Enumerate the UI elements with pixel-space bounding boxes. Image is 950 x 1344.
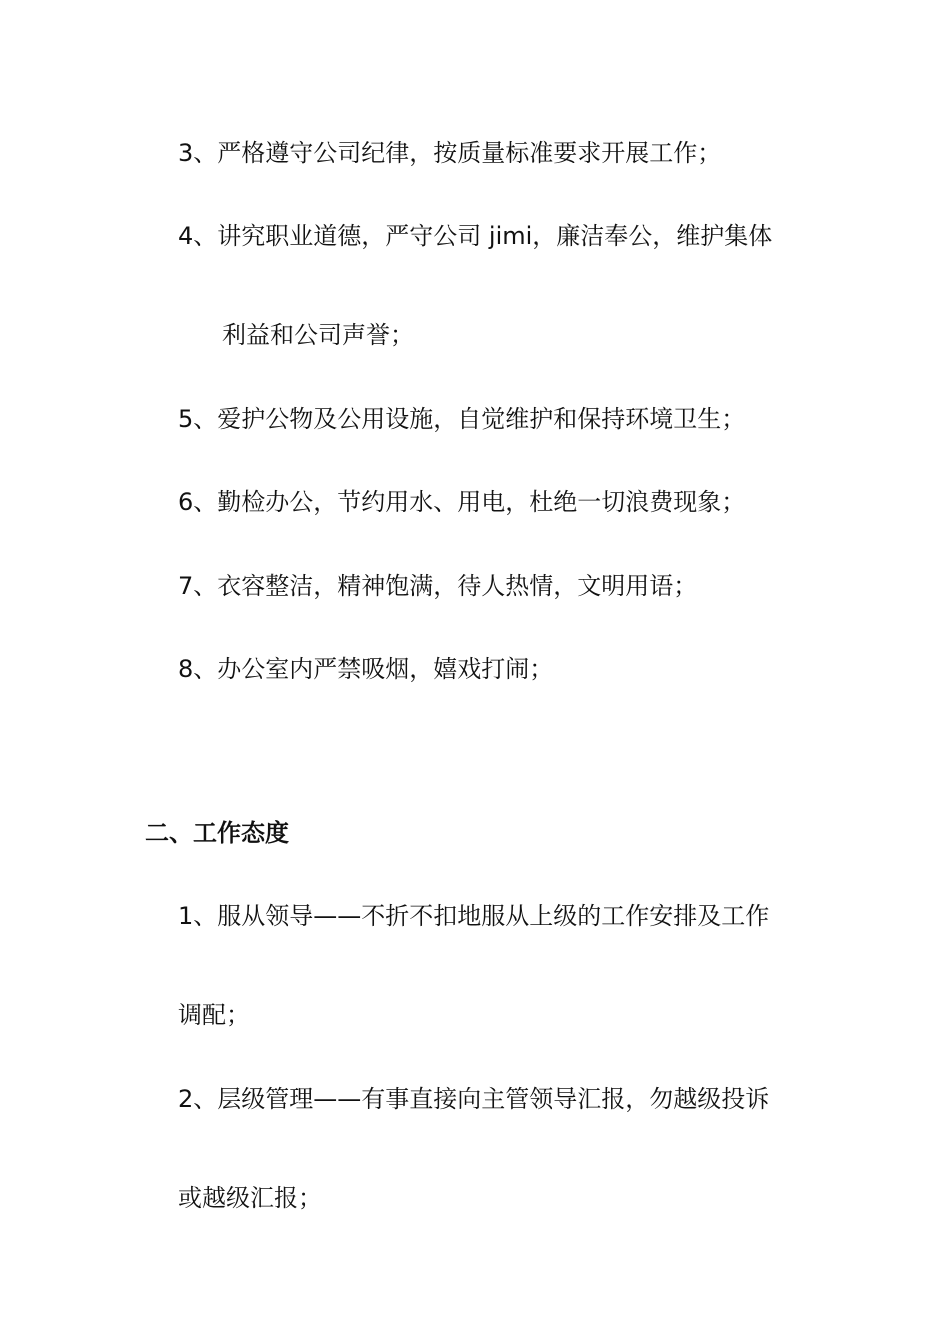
rule-item-3: 3、严格遵守公司纪律，按质量标准要求开展工作； xyxy=(178,139,722,167)
section-heading-work-attitude: 二、工作态度 xyxy=(145,819,289,847)
attitude-item-1: 1、服从领导——不折不扣地服从上级的工作安排及工作 xyxy=(178,902,770,930)
rule-item-7: 7、衣容整洁，精神饱满，待人热情，文明用语； xyxy=(178,572,698,600)
attitude-item-1-continuation: 调配； xyxy=(178,1001,250,1029)
rule-item-8: 8、办公室内严禁吸烟，嬉戏打闹； xyxy=(178,655,554,683)
attitude-item-2-continuation: 或越级汇报； xyxy=(178,1184,322,1212)
rule-item-4: 4、讲究职业道德，严守公司 jimi，廉洁奉公，维护集体 xyxy=(178,222,773,250)
rule-item-5: 5、爱护公物及公用设施，自觉维护和保持环境卫生； xyxy=(178,405,746,433)
attitude-item-2: 2、层级管理——有事直接向主管领导汇报，勿越级投诉 xyxy=(178,1085,770,1113)
rule-item-4-continuation: 利益和公司声誉； xyxy=(222,321,414,349)
rule-item-6: 6、勤检办公，节约用水、用电，杜绝一切浪费现象； xyxy=(178,488,746,516)
